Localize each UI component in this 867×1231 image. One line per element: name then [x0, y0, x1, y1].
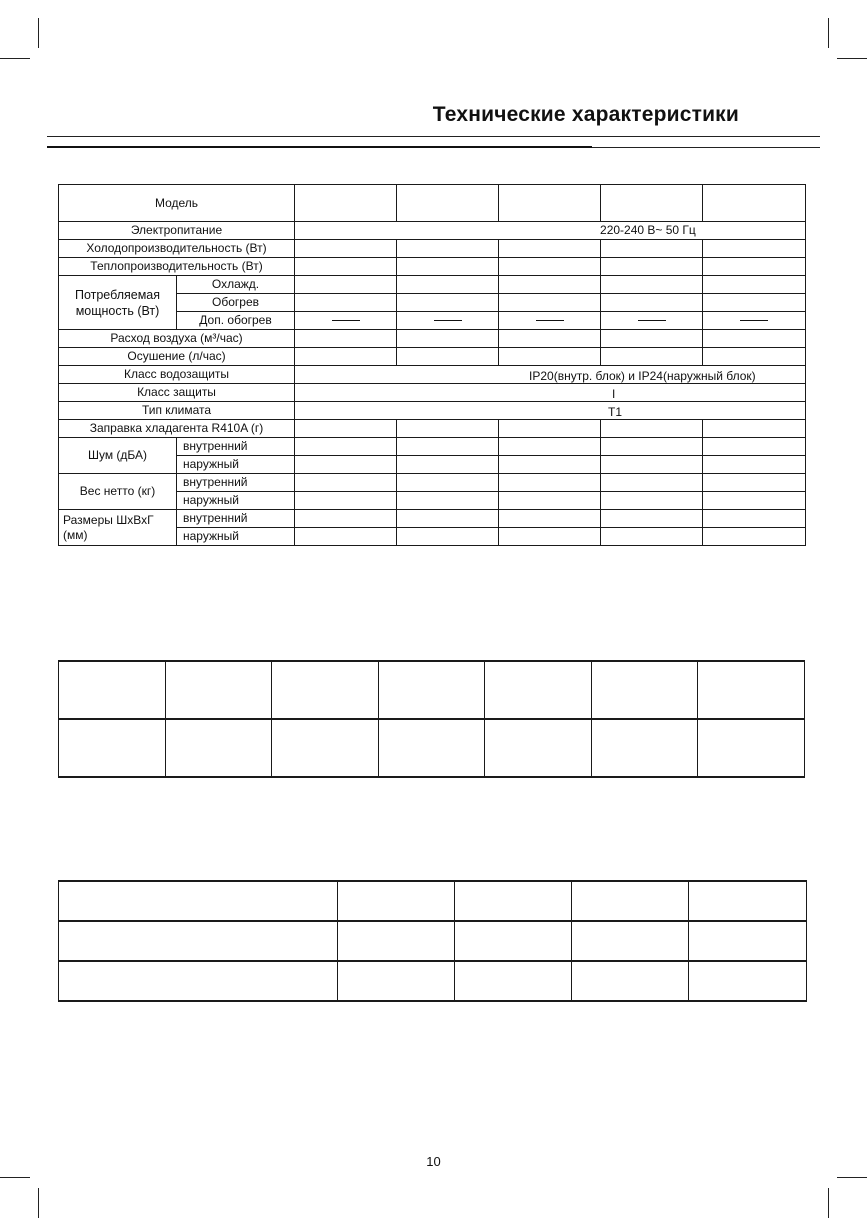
value-cell: [397, 276, 499, 294]
table-row: [59, 330, 806, 348]
value-cell: [703, 420, 806, 438]
grid-cell: [485, 661, 592, 719]
table-row: [59, 276, 806, 294]
table-row: [59, 384, 806, 402]
value-cell: [601, 420, 703, 438]
protection-class-label: Класс защиты: [59, 384, 295, 402]
grid-cell: [378, 661, 485, 719]
empty-grid-table-2: [58, 880, 807, 1002]
grid-cell: [572, 881, 689, 921]
table-row: [59, 420, 806, 438]
value-cell: [295, 510, 397, 528]
grid-cell: [689, 881, 807, 921]
value-cell: [295, 438, 397, 456]
value-cell: [703, 492, 806, 510]
value-cell: [295, 294, 397, 312]
airflow-label: Расход воздуха (м³/час): [59, 330, 295, 348]
water-protection-text: IP20(внутр. блок) и IP24(наружный блок): [529, 369, 756, 383]
value-cell: [397, 420, 499, 438]
crop-mark: [38, 1188, 39, 1218]
grid-cell: [338, 881, 455, 921]
value-cell: [703, 276, 806, 294]
value-cell: [295, 420, 397, 438]
spec-table: [58, 184, 806, 546]
model-cell: [601, 185, 703, 222]
value-cell: [397, 240, 499, 258]
model-cell: [499, 185, 601, 222]
value-cell: [703, 438, 806, 456]
header-rule-thick: [47, 146, 592, 148]
sub-label-heating: Обогрев: [177, 294, 295, 312]
model-label: Модель: [59, 185, 295, 222]
grid-cell: [455, 921, 572, 961]
value-cell: [295, 348, 397, 366]
grid-cell: [378, 719, 485, 777]
value-cell: [499, 276, 601, 294]
value-cell: [295, 276, 397, 294]
protection-class-value: [295, 384, 806, 402]
cooling-capacity-label: Холодопроизводительность (Вт): [59, 240, 295, 258]
noise-outdoor-label: наружный: [177, 456, 295, 474]
value-cell: [601, 438, 703, 456]
weight-outdoor-label: наружный: [177, 492, 295, 510]
table-row: [59, 402, 806, 420]
value-cell: [499, 510, 601, 528]
grid-cell: [59, 921, 338, 961]
value-cell: [295, 240, 397, 258]
protection-class-text: I: [612, 387, 616, 401]
grid-cell: [698, 719, 805, 777]
grid-cell: [272, 719, 379, 777]
value-cell: [295, 456, 397, 474]
table-row: [59, 661, 805, 719]
value-cell: [295, 258, 397, 276]
water-protection-label: Класс водозащиты: [59, 366, 295, 384]
value-cell: [397, 456, 499, 474]
grid-cell: [698, 661, 805, 719]
table-row: [59, 881, 807, 921]
grid-cell: [689, 961, 807, 1001]
page-number: 10: [426, 1154, 441, 1169]
grid-cell: [59, 881, 338, 921]
grid-cell: [165, 661, 272, 719]
grid-cell: [272, 661, 379, 719]
grid-cell: [591, 661, 698, 719]
dash-cell: [703, 312, 806, 330]
crop-mark: [0, 1177, 30, 1178]
noise-label: Шум (дБА): [59, 438, 177, 474]
table-row: [59, 921, 807, 961]
grid-cell: [165, 719, 272, 777]
sub-label-aux-heating: Доп. обогрев: [177, 312, 295, 330]
grid-cell: [572, 921, 689, 961]
water-protection-value: [295, 366, 806, 384]
value-cell: [397, 294, 499, 312]
header-rule: [47, 136, 820, 137]
table-row: [59, 222, 806, 240]
value-cell: [397, 438, 499, 456]
heating-capacity-label: Теплопроизводительность (Вт): [59, 258, 295, 276]
dimensions-outdoor-label: наружный: [177, 528, 295, 546]
value-cell: [601, 348, 703, 366]
value-cell: [601, 528, 703, 546]
crop-mark: [38, 18, 39, 48]
crop-mark: [837, 58, 867, 59]
model-cell: [397, 185, 499, 222]
model-cell: [295, 185, 397, 222]
table-row: [59, 474, 806, 492]
table-row: [59, 719, 805, 777]
value-cell: [499, 294, 601, 312]
power-supply-value: [295, 222, 806, 240]
value-cell: [703, 240, 806, 258]
value-cell: [601, 276, 703, 294]
table-row: [59, 258, 806, 276]
grid-cell: [338, 921, 455, 961]
grid-cell: [455, 881, 572, 921]
dehumidification-label: Осушение (л/час): [59, 348, 295, 366]
value-cell: [397, 492, 499, 510]
table-row: [59, 438, 806, 456]
value-cell: [499, 456, 601, 474]
grid-cell: [572, 961, 689, 1001]
table-row: [59, 240, 806, 258]
dash-cell: [601, 312, 703, 330]
climate-type-text: T1: [608, 405, 623, 419]
table-row: [59, 510, 806, 528]
power-supply-label: Электропитание: [59, 222, 295, 240]
value-cell: [601, 510, 703, 528]
grid-cell: [455, 961, 572, 1001]
power-supply-text: 220-240 В~ 50 Гц: [600, 223, 696, 237]
dash-cell: [397, 312, 499, 330]
value-cell: [295, 330, 397, 348]
grid-cell: [59, 661, 166, 719]
value-cell: [397, 258, 499, 276]
value-cell: [499, 258, 601, 276]
grid-cell: [338, 961, 455, 1001]
grid-cell: [591, 719, 698, 777]
value-cell: [499, 438, 601, 456]
dimensions-label: Размеры ШхВхГ (мм): [59, 510, 177, 546]
value-cell: [703, 348, 806, 366]
noise-indoor-label: внутренний: [177, 438, 295, 456]
value-cell: [499, 420, 601, 438]
value-cell: [703, 474, 806, 492]
header-rule-right: [592, 147, 820, 148]
table-row: [59, 348, 806, 366]
value-cell: [397, 528, 499, 546]
dash-mark: [434, 320, 462, 321]
table-row: [59, 185, 806, 222]
crop-mark: [828, 1188, 829, 1218]
value-cell: [601, 330, 703, 348]
value-cell: [499, 474, 601, 492]
value-cell: [397, 330, 499, 348]
net-weight-label: Вес нетто (кг): [59, 474, 177, 510]
crop-mark: [0, 58, 30, 59]
value-cell: [703, 258, 806, 276]
value-cell: [601, 492, 703, 510]
dash-cell: [499, 312, 601, 330]
climate-type-label: Тип климата: [59, 402, 295, 420]
value-cell: [295, 492, 397, 510]
dash-mark: [332, 320, 360, 321]
model-cell: [703, 185, 806, 222]
dash-cell: [295, 312, 397, 330]
value-cell: [601, 258, 703, 276]
dash-mark: [740, 320, 768, 321]
value-cell: [703, 294, 806, 312]
value-cell: [601, 474, 703, 492]
value-cell: [601, 294, 703, 312]
grid-cell: [485, 719, 592, 777]
power-consumption-label: Потребляемая мощность (Вт): [59, 276, 177, 330]
sub-label-cooling: Охлажд.: [177, 276, 295, 294]
value-cell: [397, 348, 499, 366]
weight-indoor-label: внутренний: [177, 474, 295, 492]
value-cell: [295, 528, 397, 546]
value-cell: [499, 492, 601, 510]
crop-mark: [837, 1177, 867, 1178]
value-cell: [703, 330, 806, 348]
refrigerant-label: Заправка хладагента R410A (г): [59, 420, 295, 438]
dash-mark: [638, 320, 666, 321]
value-cell: [499, 330, 601, 348]
page-title: Технические характеристики: [432, 103, 739, 126]
dash-mark: [536, 320, 564, 321]
climate-type-value: [295, 402, 806, 420]
grid-cell: [59, 961, 338, 1001]
value-cell: [703, 456, 806, 474]
table-row: [59, 961, 807, 1001]
value-cell: [499, 240, 601, 258]
grid-cell: [59, 719, 166, 777]
value-cell: [499, 528, 601, 546]
value-cell: [601, 240, 703, 258]
value-cell: [499, 348, 601, 366]
value-cell: [397, 510, 499, 528]
value-cell: [703, 510, 806, 528]
value-cell: [397, 474, 499, 492]
value-cell: [295, 474, 397, 492]
table-row: [59, 366, 806, 384]
grid-cell: [689, 921, 807, 961]
value-cell: [601, 456, 703, 474]
empty-grid-table: [58, 660, 805, 778]
dimensions-indoor-label: внутренний: [177, 510, 295, 528]
crop-mark: [828, 18, 829, 48]
value-cell: [703, 528, 806, 546]
